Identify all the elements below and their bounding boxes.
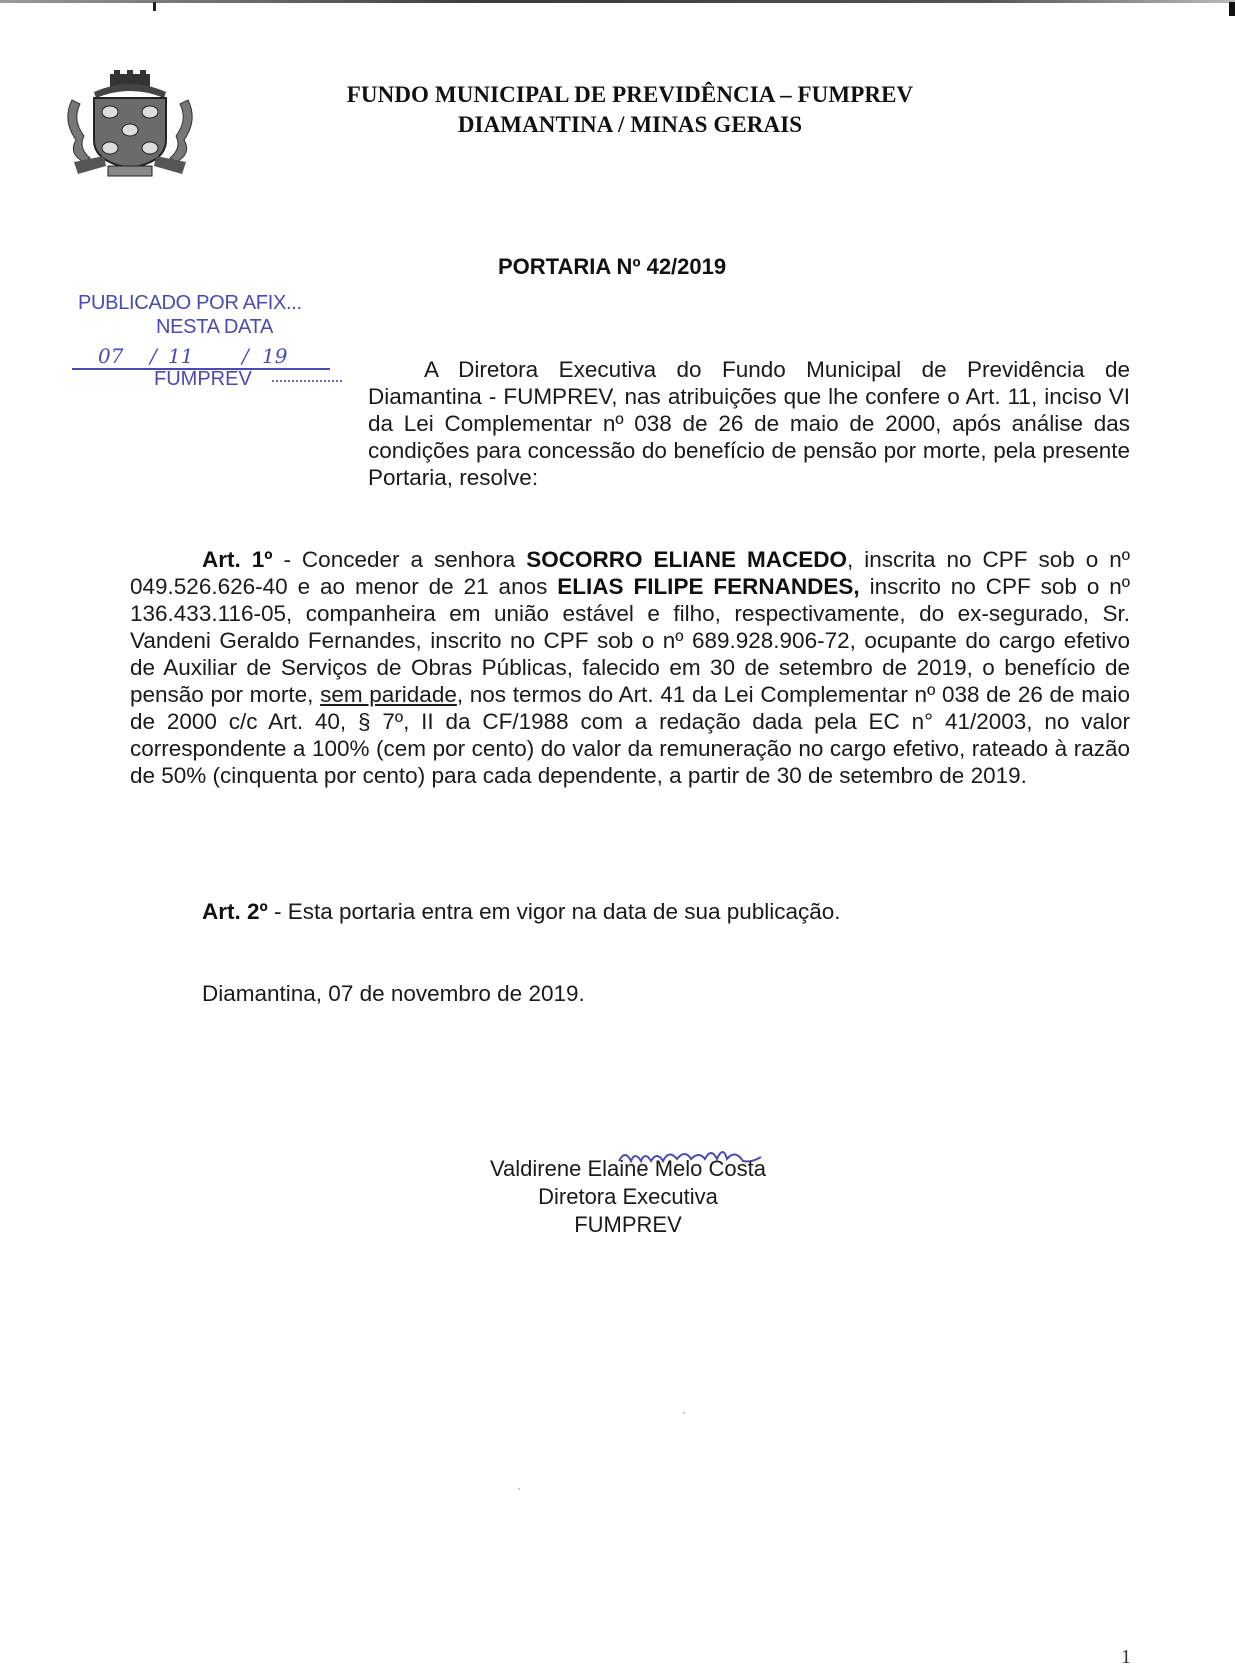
coat-of-arms-icon: [64, 70, 196, 178]
stamp-initials: [272, 380, 342, 384]
scan-speck: [683, 1412, 685, 1414]
stamp-line-published: PUBLICADO POR AFIX...: [78, 292, 302, 314]
place-and-date: Diamantina, 07 de novembro de 2019.: [202, 981, 585, 1006]
beneficiary-2-name: ELIAS FILIPE FERNANDES,: [557, 574, 860, 599]
signer-name: Valdirene Elaine Melo Costa: [490, 1156, 766, 1181]
article-2-label: Art. 2º: [202, 899, 268, 924]
scan-mark: [153, 2, 156, 11]
scan-top-edge: [0, 0, 1235, 3]
beneficiary-1-name: SOCORRO ELIANE MACEDO: [526, 547, 848, 572]
underlined-term: sem paridade: [320, 682, 457, 707]
scan-speck: [518, 1488, 520, 1490]
stamp-handwritten-date: 07 / 11 / 19: [72, 344, 330, 370]
signature-block: [468, 1155, 788, 1239]
scan-mark: [1229, 2, 1235, 16]
signer-org: FUMPREV: [574, 1212, 682, 1237]
stamp-line-date-label: NESTA DATA: [156, 316, 274, 338]
page-number: 1: [1121, 1646, 1131, 1668]
article-1-label: Art. 1º: [202, 547, 273, 572]
intro-paragraph: A Diretora Executiva do Fundo Municipal de Previdência de Diamantina - FUMPREV, nas atribuições que lhe confere o Art. 11, inciso VI da Lei Complementar nº 038 de 26 de maio de 2000, após análise das condições para concessão do benefício de pensão por morte, pela presente Portaria, resolve:: [368, 357, 1130, 490]
stamp-year: 19: [262, 344, 288, 368]
article-2: Art. 2º - Esta portaria entra em vigor na data de sua publicação.: [202, 899, 841, 924]
stamp-org: FUMPREV: [154, 368, 252, 390]
document-title: PORTARIA Nº 42/2019: [498, 254, 727, 279]
signer-role: Diretora Executiva: [538, 1184, 718, 1209]
stamp-day: 07: [98, 344, 124, 368]
stamp-month: 11: [168, 344, 194, 368]
article-1: Art. 1º - Conceder a senhora SOCORRO ELIANE MACEDO, inscrita no CPF sob o nº 049.526.626-40 e ao menor de 21 anos ELIAS FILIPE FERNANDES, inscrito no CPF sob o nº 136.433.116-05, companheira em união estável e filho, respectivamente, do ex-segurado, Sr. Vandeni Geraldo Fernandes, inscrito no CPF sob o nº 689.928.906-72, ocupante do cargo efetivo de Auxiliar de Serviços de Obras Públicas, falecido em 30 de setembro de 2019, o benefício de pensão por morte, sem paridade, nos termos do Art. 41 da Lei Complementar nº 038 de 26 de maio de 2000 c/c Art. 40, § 7º, II da CF/1988 com a redação dada pela EC n° 41/2003, no valor correspondente a 100% (cem por cento) do valor da remuneração no cargo efetivo, rateado à razão de 50% (cinquenta por cento) para cada dependente, a partir de 30 de setembro de 2019.: [130, 547, 1130, 788]
org-name: FUNDO MUNICIPAL DE PREVIDÊNCIA – FUMPREV: [346, 82, 914, 107]
org-location: DIAMANTINA / MINAS GERAIS: [457, 112, 803, 137]
document-header: [300, 80, 960, 140]
